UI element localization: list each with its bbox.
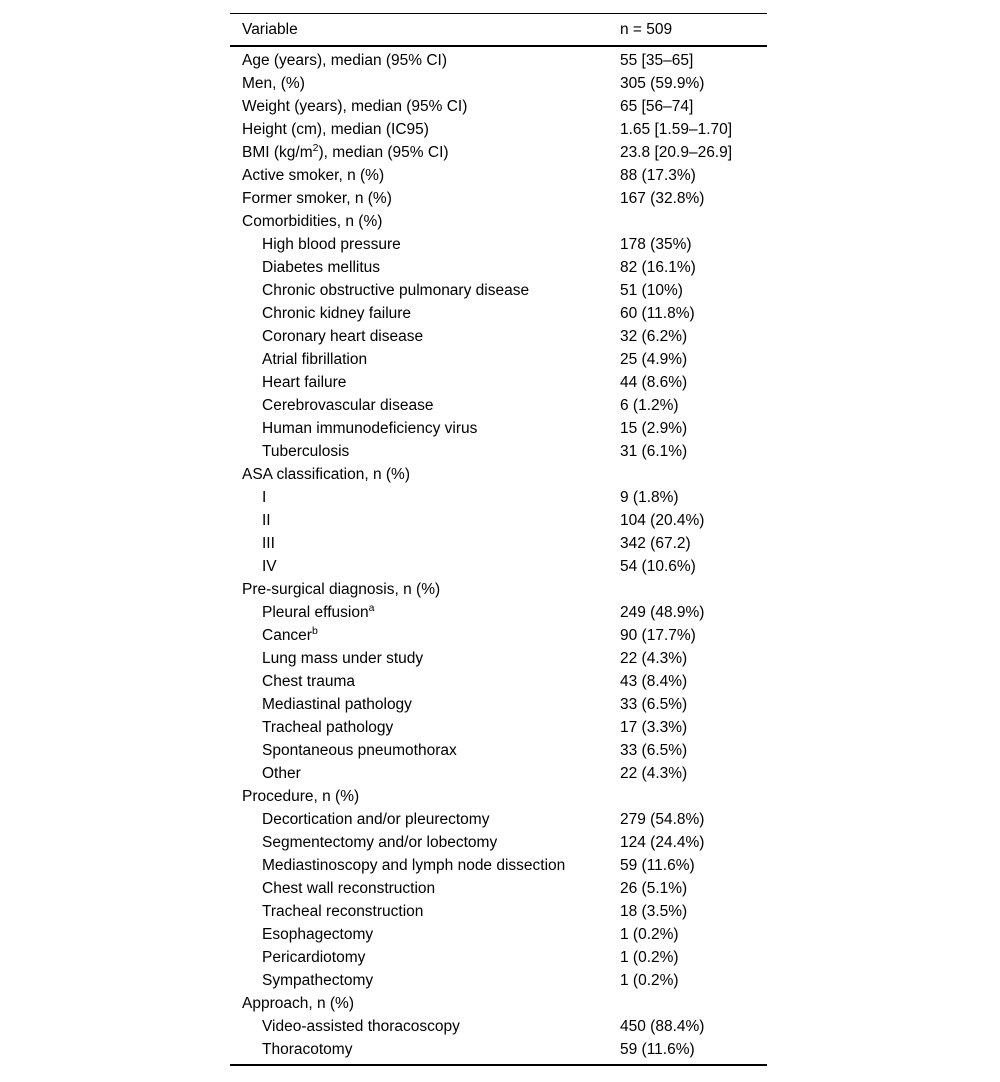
- row-value: 249 (48.9%): [620, 603, 705, 621]
- table-row: [230, 532, 767, 555]
- row-label: Coronary heart disease: [262, 327, 424, 345]
- row-value: 88 (17.3%): [620, 166, 696, 184]
- row-label: Chronic kidney failure: [262, 304, 412, 322]
- row-value: 15 (2.9%): [620, 419, 688, 437]
- row-label: Procedure, n (%): [242, 787, 360, 805]
- row-label: Heart failure: [262, 373, 347, 391]
- table-row: [230, 325, 767, 348]
- row-label: [230, 624, 620, 645]
- row-value: 33 (6.5%): [620, 741, 688, 759]
- table-row: [230, 808, 767, 831]
- row-value: 31 (6.1%): [620, 442, 688, 460]
- table-row: [230, 923, 767, 946]
- row-value: 60 (11.8%): [620, 304, 695, 322]
- table-row: [230, 509, 767, 532]
- row-label: Tuberculosis: [262, 442, 350, 460]
- row-label: ASA classification, n (%): [242, 465, 410, 483]
- row-label: Weight (years), median (95% CI): [242, 97, 468, 115]
- row-value: 1 (0.2%): [620, 971, 679, 989]
- table-row: [230, 900, 767, 923]
- variable-column-header: Variable: [242, 20, 298, 38]
- row-label: Video-assisted thoracoscopy: [262, 1017, 460, 1035]
- row-value: 65 [56–74]: [620, 97, 694, 115]
- table-row: [230, 49, 767, 72]
- row-label: IV: [262, 557, 277, 575]
- table-row: [230, 670, 767, 693]
- row-label-text: ), median (95% CI): [318, 143, 449, 161]
- table-row: [230, 785, 767, 808]
- row-value: 305 (59.9%): [620, 74, 705, 92]
- row-value: 450 (88.4%): [620, 1017, 705, 1035]
- n-column-header: n = 509: [620, 20, 673, 38]
- row-value: 22 (4.3%): [620, 649, 688, 667]
- row-label: Lung mass under study: [262, 649, 424, 667]
- table-row: [230, 187, 767, 210]
- table-row: [230, 72, 767, 95]
- table-row: [230, 371, 767, 394]
- row-label: I: [262, 488, 267, 506]
- table-header-row: [230, 13, 767, 47]
- row-value: 33 (6.5%): [620, 695, 688, 713]
- row-label: Sympathectomy: [262, 971, 374, 989]
- row-label: Age (years), median (95% CI): [242, 51, 448, 69]
- table-row: [230, 1015, 767, 1038]
- row-label: Esophagectomy: [262, 925, 374, 943]
- row-value: 55 [35–65]: [620, 51, 694, 69]
- table-row: [230, 302, 767, 325]
- row-label: Approach, n (%): [242, 994, 354, 1012]
- row-value: 167 (32.8%): [620, 189, 705, 207]
- row-value: 82 (16.1%): [620, 258, 696, 276]
- table-row: [230, 555, 767, 578]
- table-row: [230, 854, 767, 877]
- row-label: Men, (%): [242, 74, 305, 92]
- row-label: Mediastinal pathology: [262, 695, 412, 713]
- table-row: [230, 693, 767, 716]
- row-value: 17 (3.3%): [620, 718, 688, 736]
- row-value: 124 (24.4%): [620, 833, 705, 851]
- row-label: Height (cm), median (IC95): [242, 120, 429, 138]
- row-label: Segmentectomy and/or lobectomy: [262, 833, 498, 851]
- table-row: [230, 233, 767, 256]
- row-value: 32 (6.2%): [620, 327, 688, 345]
- row-value: 178 (35%): [620, 235, 692, 253]
- table-row: [230, 762, 767, 785]
- row-label: [230, 141, 620, 162]
- table-row: [230, 118, 767, 141]
- table-row: [230, 210, 767, 233]
- row-label: Other: [262, 764, 301, 782]
- table-row: [230, 486, 767, 509]
- row-label: Pre-surgical diagnosis, n (%): [242, 580, 441, 598]
- row-label: Tracheal reconstruction: [262, 902, 424, 920]
- table-row: [230, 348, 767, 371]
- table-row: [230, 463, 767, 486]
- table-row: [230, 141, 767, 164]
- row-value: 18 (3.5%): [620, 902, 688, 920]
- row-label: Decortication and/or pleurectomy: [262, 810, 490, 828]
- row-label: Thoracotomy: [262, 1040, 353, 1058]
- row-value: 1 (0.2%): [620, 948, 679, 966]
- row-value: 59 (11.6%): [620, 856, 695, 874]
- table-row: [230, 624, 767, 647]
- row-label: Chest trauma: [262, 672, 356, 690]
- table-row: [230, 739, 767, 762]
- row-label: Comorbidities, n (%): [242, 212, 383, 230]
- row-label: Chest wall reconstruction: [262, 879, 436, 897]
- row-label: Pericardiotomy: [262, 948, 366, 966]
- row-label: Cerebrovascular disease: [262, 396, 434, 414]
- table-row: [230, 716, 767, 739]
- row-label: Diabetes mellitus: [262, 258, 381, 276]
- row-label: [230, 601, 620, 622]
- patient-characteristics-table: [230, 13, 767, 1066]
- row-value: 279 (54.8%): [620, 810, 705, 828]
- row-value: 90 (17.7%): [620, 626, 696, 644]
- table-row: [230, 831, 767, 854]
- row-value: 51 (10%): [620, 281, 683, 299]
- table-row: [230, 394, 767, 417]
- row-value: 43 (8.4%): [620, 672, 688, 690]
- superscript-marker: 2: [312, 141, 319, 154]
- table-row: [230, 992, 767, 1015]
- table-row: [230, 601, 767, 624]
- row-label: Spontaneous pneumothorax: [262, 741, 457, 759]
- table-row: [230, 417, 767, 440]
- table-row: [230, 877, 767, 900]
- row-value: 22 (4.3%): [620, 764, 688, 782]
- table-row: [230, 1038, 767, 1061]
- row-value: 44 (8.6%): [620, 373, 688, 391]
- row-label: Former smoker, n (%): [242, 189, 392, 207]
- row-label-text: Cancer: [262, 626, 312, 644]
- row-label: Mediastinoscopy and lymph node dissection: [262, 856, 566, 874]
- row-value: 59 (11.6%): [620, 1040, 695, 1058]
- row-label-text: Pleural effusion: [262, 603, 369, 621]
- row-label: Tracheal pathology: [262, 718, 394, 736]
- row-value: 1.65 [1.59–1.70]: [620, 120, 733, 138]
- row-value: 26 (5.1%): [620, 879, 688, 897]
- row-value: 25 (4.9%): [620, 350, 688, 368]
- row-value: 342 (67.2): [620, 534, 691, 552]
- row-label: Atrial fibrillation: [262, 350, 368, 368]
- superscript-marker: b: [311, 624, 318, 637]
- row-label: III: [262, 534, 275, 552]
- row-value: 104 (20.4%): [620, 511, 705, 529]
- superscript-marker: a: [368, 601, 375, 614]
- table-row: [230, 279, 767, 302]
- row-value: 1 (0.2%): [620, 925, 679, 943]
- row-label: II: [262, 511, 271, 529]
- table-row: [230, 256, 767, 279]
- table-row: [230, 969, 767, 992]
- table-row: [230, 95, 767, 118]
- row-label: Chronic obstructive pulmonary disease: [262, 281, 530, 299]
- table-row: [230, 440, 767, 463]
- row-value: 6 (1.2%): [620, 396, 679, 414]
- table-row: [230, 946, 767, 969]
- row-label-text: BMI (kg/m: [242, 143, 313, 161]
- table-row: [230, 647, 767, 670]
- row-label: Active smoker, n (%): [242, 166, 385, 184]
- table-body: [230, 47, 767, 1066]
- table-row: [230, 164, 767, 187]
- row-value: 54 (10.6%): [620, 557, 696, 575]
- row-label: Human immunodeficiency virus: [262, 419, 478, 437]
- table-row: [230, 578, 767, 601]
- row-value: 9 (1.8%): [620, 488, 679, 506]
- row-label: High blood pressure: [262, 235, 401, 253]
- row-value: 23.8 [20.9–26.9]: [620, 143, 733, 161]
